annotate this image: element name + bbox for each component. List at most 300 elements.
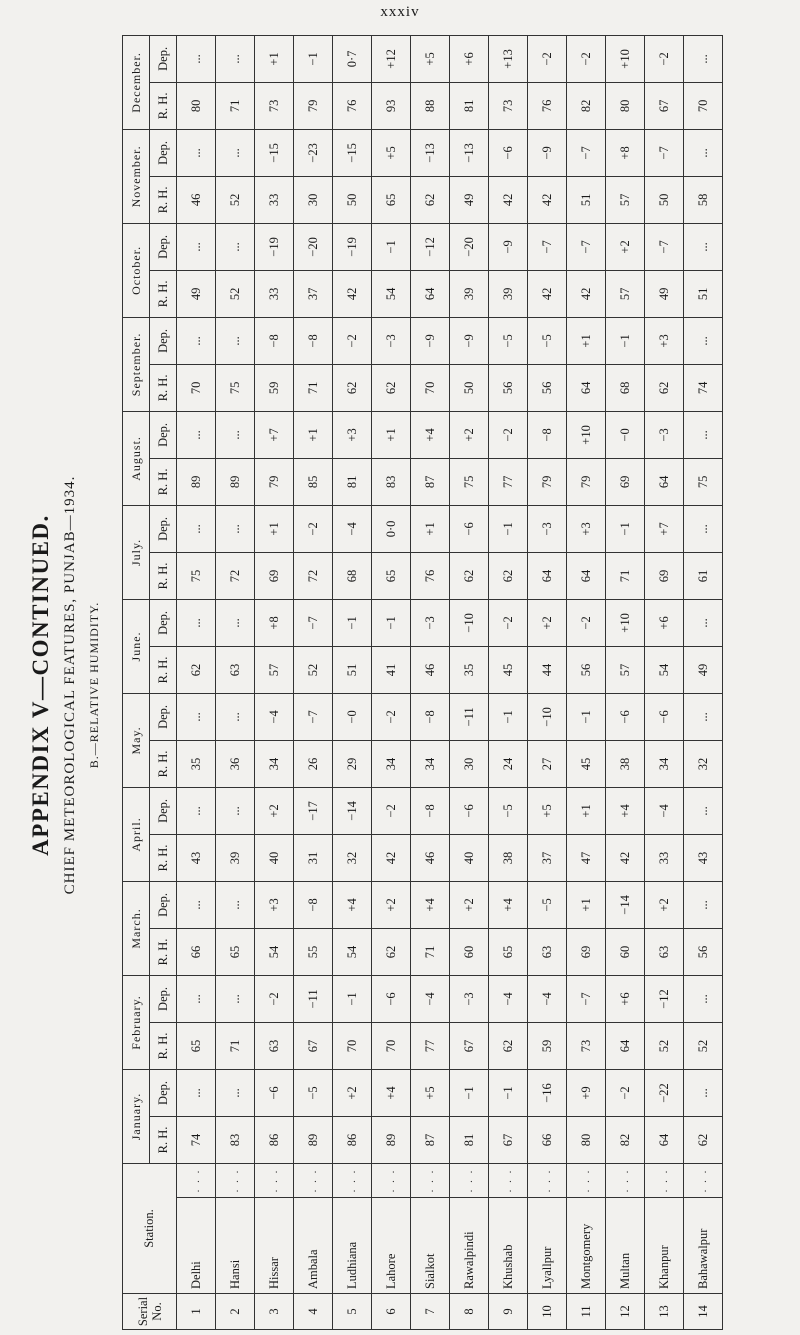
rh-cell: 68 [333, 552, 372, 599]
rh-cell: 57 [606, 270, 645, 317]
rh-cell: 41 [372, 646, 411, 693]
rh-cell: 49 [177, 270, 216, 317]
rh-cell: 47 [567, 834, 606, 881]
rh-cell: 38 [489, 834, 528, 881]
rh-cell: 83 [372, 458, 411, 505]
rh-cell: 60 [450, 928, 489, 975]
rh-cell: 73 [567, 1022, 606, 1069]
dep-cell: −7 [645, 223, 684, 270]
dep-cell: +8 [255, 599, 294, 646]
rh-cell: 37 [294, 270, 333, 317]
serial-cell: 10 [528, 1294, 567, 1330]
dep-cell: +5 [528, 787, 567, 834]
rh-subheader: R. H. [150, 928, 177, 975]
leader-dots: . . . [645, 1163, 684, 1197]
rh-cell: 35 [177, 740, 216, 787]
dep-cell: +6 [645, 599, 684, 646]
rh-cell: 42 [528, 176, 567, 223]
rh-cell: 70 [333, 1022, 372, 1069]
dep-cell: −2 [372, 693, 411, 740]
rh-cell: 52 [684, 1022, 723, 1069]
dep-cell: −8 [411, 787, 450, 834]
dep-cell: +1 [567, 317, 606, 364]
rh-cell: 87 [411, 458, 450, 505]
dep-cell: +3 [567, 505, 606, 552]
dep-cell: +6 [450, 35, 489, 82]
dep-cell: ... [684, 35, 723, 82]
rh-cell: 49 [684, 646, 723, 693]
rh-subheader: R. H. [150, 646, 177, 693]
dep-cell: +2 [450, 411, 489, 458]
table-header [123, 35, 177, 1329]
section-title: B.—RELATIVE HUMIDITY. [87, 601, 101, 769]
rh-cell: 44 [528, 646, 567, 693]
dep-cell: −13 [450, 129, 489, 176]
dep-cell: +7 [255, 411, 294, 458]
rh-cell: 52 [216, 176, 255, 223]
dep-cell: −14 [606, 881, 645, 928]
rotated-table-sheet [22, 40, 772, 1330]
rh-cell: 80 [606, 82, 645, 129]
rh-cell: 86 [333, 1116, 372, 1163]
rh-cell: 42 [333, 270, 372, 317]
dep-subheader: Dep. [150, 317, 177, 364]
serial-cell: 11 [567, 1294, 606, 1330]
dep-cell: −2 [567, 35, 606, 82]
dep-cell: −11 [294, 975, 333, 1022]
dep-cell: −9 [528, 129, 567, 176]
station-cell: Bahawalpur [684, 1198, 723, 1294]
month-header: March. [123, 881, 150, 975]
dep-subheader: Dep. [150, 223, 177, 270]
rh-cell: 77 [411, 1022, 450, 1069]
dep-cell: +4 [411, 411, 450, 458]
dep-cell: +4 [606, 787, 645, 834]
table-row [411, 35, 450, 1329]
station-cell: Delhi [177, 1198, 216, 1294]
dep-subheader: Dep. [150, 599, 177, 646]
rh-cell: 62 [372, 928, 411, 975]
dep-subheader: Dep. [150, 881, 177, 928]
rh-cell: 40 [255, 834, 294, 881]
table-row [372, 35, 411, 1329]
rh-cell: 75 [684, 458, 723, 505]
table-row [216, 35, 255, 1329]
dep-cell: −23 [294, 129, 333, 176]
rh-cell: 54 [372, 270, 411, 317]
rh-cell: 73 [489, 82, 528, 129]
serial-cell: 5 [333, 1294, 372, 1330]
dep-cell: −2 [645, 35, 684, 82]
rh-cell: 34 [372, 740, 411, 787]
dep-cell: ... [216, 411, 255, 458]
rh-cell: 62 [411, 176, 450, 223]
dep-cell: −19 [255, 223, 294, 270]
rh-cell: 32 [684, 740, 723, 787]
dep-cell: −22 [645, 1069, 684, 1116]
rh-subheader: R. H. [150, 364, 177, 411]
dep-cell: ... [216, 129, 255, 176]
dep-cell: +4 [333, 881, 372, 928]
rh-cell: 54 [333, 928, 372, 975]
dep-cell: −6 [450, 505, 489, 552]
dep-cell: +2 [255, 787, 294, 834]
dep-cell: ... [177, 1069, 216, 1116]
rh-cell: 30 [294, 176, 333, 223]
rh-cell: 76 [528, 82, 567, 129]
dep-cell: −8 [255, 317, 294, 364]
table-row [645, 35, 684, 1329]
leader-dots: . . . [567, 1163, 606, 1197]
serial-cell: 13 [645, 1294, 684, 1330]
rh-cell: 79 [528, 458, 567, 505]
dep-cell: −4 [411, 975, 450, 1022]
dep-cell: ... [684, 881, 723, 928]
rh-cell: 76 [411, 552, 450, 599]
dep-cell: −6 [645, 693, 684, 740]
rh-cell: 62 [450, 552, 489, 599]
dep-cell: −4 [333, 505, 372, 552]
dep-cell: −1 [489, 505, 528, 552]
dep-cell: −7 [567, 129, 606, 176]
rh-cell: 64 [528, 552, 567, 599]
dep-cell: −1 [489, 693, 528, 740]
serial-cell: 3 [255, 1294, 294, 1330]
dep-cell: −7 [528, 223, 567, 270]
dep-cell: +3 [255, 881, 294, 928]
rh-cell: 62 [177, 646, 216, 693]
dep-cell: +2 [333, 1069, 372, 1116]
station-cell: Khushab [489, 1198, 528, 1294]
leader-dots: . . . [411, 1163, 450, 1197]
dep-cell: −1 [333, 599, 372, 646]
dep-cell: +1 [567, 787, 606, 834]
rh-cell: 63 [528, 928, 567, 975]
dep-cell: −9 [411, 317, 450, 364]
dep-cell: −4 [645, 787, 684, 834]
dep-cell: ... [684, 411, 723, 458]
rh-cell: 60 [606, 928, 645, 975]
rh-cell: 65 [372, 552, 411, 599]
rh-cell: 51 [333, 646, 372, 693]
rh-cell: 80 [177, 82, 216, 129]
rh-cell: 65 [216, 928, 255, 975]
dep-cell: ... [216, 35, 255, 82]
dep-cell: +9 [567, 1069, 606, 1116]
dep-cell: −6 [372, 975, 411, 1022]
rh-cell: 59 [528, 1022, 567, 1069]
rh-cell: 39 [216, 834, 255, 881]
rh-cell: 71 [216, 82, 255, 129]
rh-cell: 67 [489, 1116, 528, 1163]
station-cell: Hansi [216, 1198, 255, 1294]
rh-cell: 89 [372, 1116, 411, 1163]
dep-cell: −20 [450, 223, 489, 270]
headings [22, 40, 122, 1330]
table-row [450, 35, 489, 1329]
dep-cell: −4 [255, 693, 294, 740]
rh-cell: 64 [567, 364, 606, 411]
rh-cell: 64 [411, 270, 450, 317]
month-header: January. [123, 1069, 150, 1163]
leader-dots: . . . [255, 1163, 294, 1197]
dep-cell: −5 [528, 881, 567, 928]
dep-cell: −2 [606, 1069, 645, 1116]
dep-cell: −11 [450, 693, 489, 740]
table-row [489, 35, 528, 1329]
dep-cell: −6 [606, 693, 645, 740]
rh-cell: 63 [255, 1022, 294, 1069]
rh-cell: 68 [606, 364, 645, 411]
rh-cell: 46 [411, 646, 450, 693]
dep-cell: −2 [489, 411, 528, 458]
rh-cell: 57 [606, 176, 645, 223]
dep-cell: ... [216, 599, 255, 646]
rh-cell: 83 [216, 1116, 255, 1163]
page-number: xxxiv [380, 4, 420, 20]
dep-cell: −19 [333, 223, 372, 270]
dep-cell: ... [684, 599, 723, 646]
rh-cell: 79 [294, 82, 333, 129]
rh-cell: 51 [567, 176, 606, 223]
serial-header: Serial No. [123, 1294, 177, 1330]
dep-cell: −13 [411, 129, 450, 176]
dep-subheader: Dep. [150, 411, 177, 458]
rh-cell: 26 [294, 740, 333, 787]
dep-cell: −5 [294, 1069, 333, 1116]
station-cell: Montgomery [567, 1198, 606, 1294]
rh-cell: 42 [372, 834, 411, 881]
rh-cell: 80 [567, 1116, 606, 1163]
dep-cell: −5 [528, 317, 567, 364]
rh-cell: 70 [684, 82, 723, 129]
dep-subheader: Dep. [150, 975, 177, 1022]
dep-subheader: Dep. [150, 1069, 177, 1116]
dep-cell: +10 [606, 35, 645, 82]
dep-cell: −8 [411, 693, 450, 740]
leader-dots: . . . [333, 1163, 372, 1197]
rh-cell: 64 [567, 552, 606, 599]
dep-cell: −5 [489, 317, 528, 364]
dep-cell: ... [216, 317, 255, 364]
rh-cell: 52 [645, 1022, 684, 1069]
rh-cell: 31 [294, 834, 333, 881]
dep-cell: ... [216, 787, 255, 834]
rh-cell: 65 [177, 1022, 216, 1069]
dep-cell: −12 [411, 223, 450, 270]
rh-cell: 24 [489, 740, 528, 787]
dep-cell: −1 [372, 223, 411, 270]
rh-cell: 62 [372, 364, 411, 411]
rh-cell: 50 [450, 364, 489, 411]
month-header-row [123, 35, 150, 1329]
dep-cell: −1 [567, 693, 606, 740]
serial-cell: 6 [372, 1294, 411, 1330]
dep-cell: ... [216, 975, 255, 1022]
subheader-row [150, 35, 177, 1329]
dep-cell: ... [216, 1069, 255, 1116]
month-header: February. [123, 975, 150, 1069]
rh-cell: 42 [606, 834, 645, 881]
dep-cell: ... [177, 881, 216, 928]
dep-cell: −1 [333, 975, 372, 1022]
rh-cell: 76 [333, 82, 372, 129]
dep-subheader: Dep. [150, 693, 177, 740]
station-cell: Lyallpur [528, 1198, 567, 1294]
rh-cell: 64 [606, 1022, 645, 1069]
table-row [606, 35, 645, 1329]
dep-cell: −7 [294, 693, 333, 740]
rh-cell: 86 [255, 1116, 294, 1163]
serial-cell: 8 [450, 1294, 489, 1330]
dep-cell: ... [177, 975, 216, 1022]
station-cell: Hissar [255, 1198, 294, 1294]
rh-cell: 46 [411, 834, 450, 881]
dep-cell: ... [684, 975, 723, 1022]
rh-cell: 40 [450, 834, 489, 881]
leader-dots: . . . [606, 1163, 645, 1197]
station-cell: Multan [606, 1198, 645, 1294]
rh-cell: 32 [333, 834, 372, 881]
rh-cell: 62 [489, 552, 528, 599]
dep-cell: 0·7 [333, 35, 372, 82]
dep-cell: −1 [489, 1069, 528, 1116]
rh-cell: 57 [255, 646, 294, 693]
dep-cell: −16 [528, 1069, 567, 1116]
dep-cell: +3 [333, 411, 372, 458]
serial-cell: 4 [294, 1294, 333, 1330]
rh-cell: 43 [684, 834, 723, 881]
rh-cell: 43 [177, 834, 216, 881]
rh-cell: 34 [645, 740, 684, 787]
dep-cell: −3 [528, 505, 567, 552]
dep-cell: ... [177, 787, 216, 834]
dep-cell: −7 [567, 975, 606, 1022]
dep-cell: +1 [294, 411, 333, 458]
rh-cell: 55 [294, 928, 333, 975]
station-cell: Rawalpindi [450, 1198, 489, 1294]
rh-cell: 64 [645, 1116, 684, 1163]
rh-cell: 66 [177, 928, 216, 975]
dep-cell: −8 [294, 881, 333, 928]
dep-cell: −2 [528, 35, 567, 82]
relative-humidity-table [122, 35, 723, 1330]
dep-cell: ... [216, 223, 255, 270]
rh-cell: 62 [684, 1116, 723, 1163]
rh-cell: 79 [567, 458, 606, 505]
table-row [528, 35, 567, 1329]
dep-cell: −5 [489, 787, 528, 834]
dep-cell: −3 [645, 411, 684, 458]
appendix-title: APPENDIX V—CONTINUED. [28, 514, 53, 856]
table-subtitle: CHIEF METEOROLOGICAL FEATURES, PUNJAB—1934. [62, 475, 78, 895]
month-header: August. [123, 411, 150, 505]
dep-cell: ... [216, 881, 255, 928]
leader-dots: . . . [489, 1163, 528, 1197]
rh-cell: 62 [645, 364, 684, 411]
rh-cell: 65 [489, 928, 528, 975]
rh-cell: 62 [489, 1022, 528, 1069]
rh-cell: 59 [255, 364, 294, 411]
rh-cell: 58 [684, 176, 723, 223]
rh-cell: 79 [255, 458, 294, 505]
rh-cell: 70 [411, 364, 450, 411]
rh-cell: 69 [606, 458, 645, 505]
rh-cell: 93 [372, 82, 411, 129]
serial-cell: 2 [216, 1294, 255, 1330]
dep-cell: −6 [489, 129, 528, 176]
rh-cell: 51 [684, 270, 723, 317]
table-row [567, 35, 606, 1329]
dep-cell: −2 [489, 599, 528, 646]
dep-cell: ... [177, 35, 216, 82]
rh-cell: 69 [645, 552, 684, 599]
dep-cell: +5 [372, 129, 411, 176]
dep-cell: −2 [294, 505, 333, 552]
dep-cell: ... [684, 317, 723, 364]
dep-cell: +10 [567, 411, 606, 458]
rh-cell: 67 [294, 1022, 333, 1069]
month-header: May. [123, 693, 150, 787]
table-body [177, 35, 723, 1329]
dep-cell: −1 [294, 35, 333, 82]
station-cell: Ambala [294, 1198, 333, 1294]
dep-cell: −12 [645, 975, 684, 1022]
rh-subheader: R. H. [150, 176, 177, 223]
dep-cell: +5 [411, 35, 450, 82]
table-row [294, 35, 333, 1329]
rh-cell: 64 [645, 458, 684, 505]
dep-cell: +13 [489, 35, 528, 82]
rh-cell: 89 [294, 1116, 333, 1163]
month-header: June. [123, 599, 150, 693]
rh-cell: 54 [645, 646, 684, 693]
dep-cell: ... [177, 505, 216, 552]
leader-dots: . . . [684, 1163, 723, 1197]
dep-cell: +1 [372, 411, 411, 458]
month-header: December. [123, 35, 150, 129]
rh-cell: 85 [294, 458, 333, 505]
dep-cell: ... [177, 411, 216, 458]
rh-cell: 61 [684, 552, 723, 599]
station-cell: Khanpur [645, 1198, 684, 1294]
dep-cell: −15 [333, 129, 372, 176]
dep-cell: −9 [450, 317, 489, 364]
table-row [177, 35, 216, 1329]
dep-cell: −2 [372, 787, 411, 834]
serial-cell: 14 [684, 1294, 723, 1330]
rh-cell: 33 [255, 270, 294, 317]
dep-cell: +6 [606, 975, 645, 1022]
dep-subheader: Dep. [150, 35, 177, 82]
rh-cell: 42 [528, 270, 567, 317]
dep-cell: +1 [567, 881, 606, 928]
rh-cell: 70 [177, 364, 216, 411]
dep-cell: −1 [372, 599, 411, 646]
dep-cell: +4 [411, 881, 450, 928]
rh-cell: 42 [489, 176, 528, 223]
table-row [684, 35, 723, 1329]
dep-cell: −4 [489, 975, 528, 1022]
rh-cell: 88 [411, 82, 450, 129]
dep-cell: −8 [294, 317, 333, 364]
dep-cell: −6 [450, 787, 489, 834]
rh-cell: 34 [411, 740, 450, 787]
rh-cell: 27 [528, 740, 567, 787]
rh-cell: 89 [177, 458, 216, 505]
serial-cell: 9 [489, 1294, 528, 1330]
rh-cell: 67 [450, 1022, 489, 1069]
